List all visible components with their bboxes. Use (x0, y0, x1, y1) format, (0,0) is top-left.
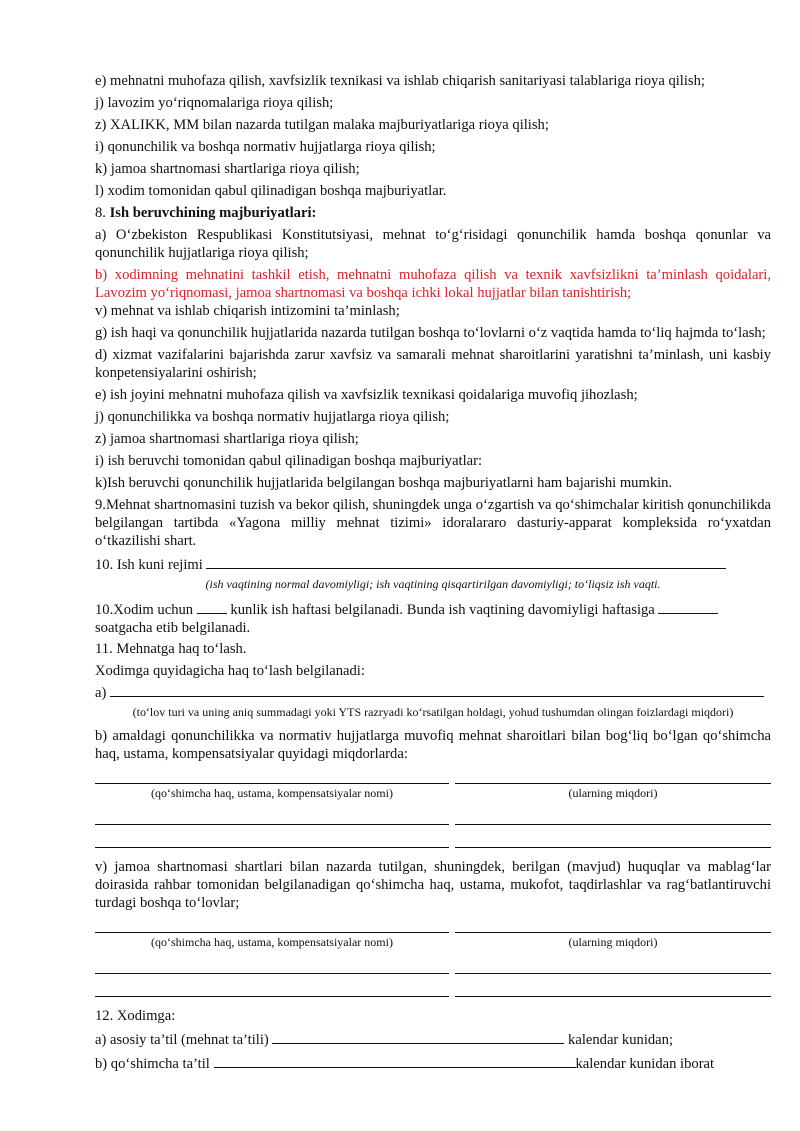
vacation-extra-days-blank[interactable] (214, 1053, 576, 1068)
bonus-amount-caption: (ularning miqdori) (568, 935, 658, 949)
bonus-row (95, 961, 771, 974)
vacation-extra-label: b) qo‘shimcha ta’til (95, 1056, 210, 1072)
item-j: j) lavozim yo‘riqnomalariga rioya qilish; (95, 95, 334, 111)
bonus-amount-blank[interactable] (455, 918, 771, 933)
section-8-number: 8. (95, 205, 110, 221)
work-regime-label: 10. Ish kuni rejimi (95, 557, 203, 573)
section-8-heading (95, 204, 771, 222)
allowance-header-row (95, 769, 771, 784)
s8-item-a: a) O‘zbekiston Respublikasi Konstitutsiyasi, mehnat to‘g‘risidagi qonunchilik hamda boshqa qonunlar va qonunchilik hujjatlariga rioya qilish; (95, 227, 771, 261)
item-z: z) XALIKK, MM bilan nazarda tutilgan malaka majburiyatlariga rioya qilish; (95, 117, 549, 133)
s8-item-j: j) qonunchilikka va boshqa normativ hujjatlarga rioya qilish; (95, 409, 450, 425)
payment-v: v) jamoa shartnomasi shartlari bilan nazarda tutilgan, shuningdek, berilgan (mavjud) huquqlar va mablag‘lar doirasida rahbar tomonidan belgilanadigan qo‘shimcha haq, ustama, mukofot, taqdirlashlar va rag‘batlantiruvchi turdagi boshqa to‘lovlar; (95, 859, 771, 911)
s8-item-g: g) ish haqi va qonunchilik hujjatlarida nazarda tutilgan boshqa to‘lovlarni o‘z vaqtida hamda to‘liq hajmda to‘lash; (95, 325, 766, 341)
bonus-name-blank[interactable] (95, 984, 449, 997)
workweek-line (95, 599, 771, 637)
allowance-amount-blank[interactable] (455, 812, 771, 825)
document-page (95, 72, 771, 1077)
s8-item-z: z) jamoa shartnomasi shartlariga rioya qilish; (95, 431, 359, 447)
vacation-extra-line (95, 1053, 771, 1073)
allowance-row (95, 812, 771, 825)
allowance-name-blank[interactable] (95, 812, 449, 825)
work-regime-blank[interactable] (206, 554, 726, 569)
bonus-name-caption: (qo‘shimcha haq, ustama, kompensatsiyalar nomi) (151, 935, 393, 949)
allowance-name-caption: (qo‘shimcha haq, ustama, kompensatsiyalar nomi) (151, 786, 393, 800)
s8-item-e: e) ish joyini mehnatni muhofaza qilish va xavfsizlik texnikasi qoidalariga muvofiq jihozlash; (95, 387, 638, 403)
vacation-main-line (95, 1029, 771, 1049)
section-8-title: Ish beruvchining majburiyatlari: (109, 205, 317, 221)
s8-item-k: k)Ish beruvchi qonunchilik hujjatlarida belgilangan boshqa majburiyatlarni ham bajarishi mumkin. (95, 475, 673, 491)
allowance-amount-blank[interactable] (455, 769, 771, 784)
workweek-days-blank[interactable] (197, 599, 227, 614)
work-regime-caption: (ish vaqtining normal davomiyligi; ish vaqtining qisqartirilgan davomiyligi; to‘liqsiz ish vaqti. (205, 577, 661, 591)
section-9: 9.Mehnat shartnomasini tuzish va bekor qilish, shuningdek unga o‘zgartish va qo‘shimchalar kiritish qonunchilikda belgilangan tartibda «Yagona milliy mehnat tizimi» idoralararo dasturiy-apparat kompleksida ro‘yxatdan o‘tkazilishi shart. (95, 497, 771, 549)
item-l: l) xodim tomonidan qabul qilinadigan boshqa majburiyatlar. (95, 183, 447, 199)
vacation-main-suffix: kalendar kunidan; (568, 1032, 674, 1048)
section-10-work-regime (95, 554, 771, 574)
allowance-caption-row (95, 784, 771, 802)
s8-item-d: d) xizmat vazifalarini bajarishda zarur xavfsiz va samarali mehnat sharoitlarini yaratishni ta’minlash, uni kasbiy konpetensiyalarini oshirish; (95, 347, 771, 381)
workweek-text-c: soatgacha etib belgilanadi. (95, 620, 251, 636)
bonus-name-blank[interactable] (95, 918, 449, 933)
payment-a-label: a) (95, 685, 107, 701)
item-e: e) mehnatni muhofaza qilish, xavfsizlik texnikasi va ishlab chiqarish sanitariyasi talablariga rioya qilish; (95, 73, 705, 89)
allowance-name-blank[interactable] (95, 769, 449, 784)
allowance-amount-caption: (ularning miqdori) (568, 786, 658, 800)
payment-intro: Xodimga quyidagicha haq to‘lash belgilanadi: (95, 663, 365, 679)
section-11-title: 11. Mehnatga haq to‘lash. (95, 641, 247, 657)
bonus-amount-blank[interactable] (455, 961, 771, 974)
payment-b: b) amaldagi qonunchilikka va normativ hujjatlarga muvofiq mehnat sharoitlari bilan bog‘liq bo‘lgan qo‘shimcha haq, ustama, kompensatsiyalar quyidagi miqdorlarda: (95, 728, 771, 762)
bonus-header-row (95, 918, 771, 933)
bonus-amount-blank[interactable] (455, 984, 771, 997)
vacation-main-label: a) asosiy ta’til (mehnat ta’tili) (95, 1032, 269, 1048)
payment-a-line (95, 682, 771, 702)
item-k: k) jamoa shartnomasi shartlariga rioya qilish; (95, 161, 360, 177)
payment-a-caption: (to‘lov turi va uning aniq summadagi yoki YTS razryadi ko‘rsatilgan holdagi, yohud tushumdan olingan foizlardagi miqdori) (132, 705, 734, 719)
payment-a-blank[interactable] (110, 682, 764, 697)
section-12-title: 12. Xodimga: (95, 1008, 176, 1024)
allowance-name-blank[interactable] (95, 835, 449, 848)
allowance-amount-blank[interactable] (455, 835, 771, 848)
vacation-main-days-blank[interactable] (272, 1029, 564, 1044)
s8-item-b-highlighted: b) xodimning mehnatini tashkil etish, mehnatni muhofaza qilish va texnik xavfsizlikni ta’minlash qoidalari, Lavozim yo‘riqnomasi, jamoa shartnomasi va boshqa ichki lokal hujjatlar bilan tanishtirish; (95, 267, 771, 301)
workweek-text-a: 10.Xodim uchun (95, 602, 194, 618)
item-i: i) qonunchilik va boshqa normativ hujjatlarga rioya qilish; (95, 139, 436, 155)
bonus-name-blank[interactable] (95, 961, 449, 974)
s8-item-v: v) mehnat va ishlab chiqarish intizomini ta’minlash; (95, 303, 400, 319)
weekly-hours-blank[interactable] (658, 599, 718, 614)
bonus-row (95, 984, 771, 997)
vacation-extra-suffix: kalendar kunidan iborat (575, 1056, 715, 1072)
allowance-row (95, 835, 771, 848)
s8-item-i: i) ish beruvchi tomonidan qabul qilinadigan boshqa majburiyatlar: (95, 453, 483, 469)
bonus-caption-row (95, 933, 771, 951)
workweek-text-b: kunlik ish haftasi belgilanadi. Bunda ish vaqtining davomiyligi haftasiga (230, 602, 655, 618)
